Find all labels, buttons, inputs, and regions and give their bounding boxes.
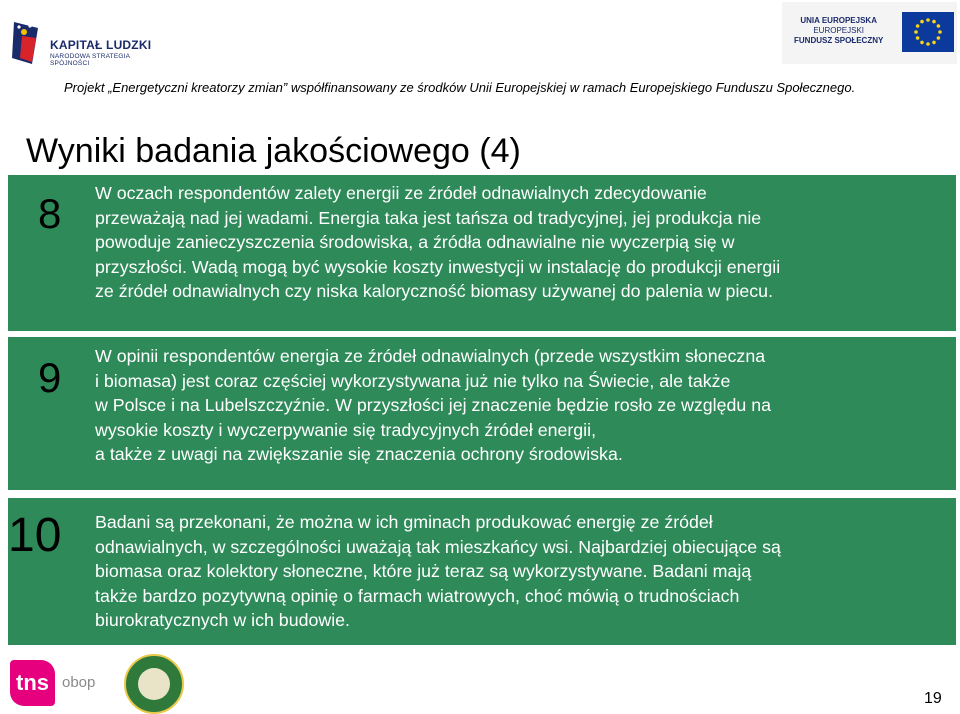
tns-logo-text: tns [16, 670, 49, 695]
page-number: 19 [924, 690, 942, 707]
eu-text-line-2: EUROPEJSKI [813, 26, 865, 35]
finding-text-line: odnawialnych, w szczególności uważają tak mieszkańcy wsi. Najbardziej obiecujące są [95, 536, 781, 557]
kapital-ludzki-emblem-icon [10, 18, 42, 66]
finding-text-line: Badani są przekonani, że można w ich gminach produkować energię ze źródeł [95, 512, 713, 532]
finding-text-line: W opinii respondentów energia ze źródeł odnawialnych (przede wszystkim słoneczna [95, 346, 766, 366]
finding-text-line: także bardzo pozytywną opinię o farmach wiatrowych, choć mówią o trudnościach [95, 585, 740, 606]
eu-logo-text [794, 16, 883, 46]
finding-number: 10 [8, 509, 62, 562]
finding-text-line: przeważają nad jej wadami. Energia taka jest tańsza od tradycyjnej, jej produkcja nie [95, 207, 762, 228]
finding-text [95, 344, 945, 467]
finding-text-line: ze źródeł odnawialnych czy niska kaloryczność biomasy używanej do palenia w piecu. [95, 281, 774, 301]
finding-number: 9 [38, 354, 62, 401]
finding-number: 8 [38, 190, 62, 237]
finding-text-line: a także z uwagi na zwiększanie się znaczenia ochrony środowiska. [95, 444, 623, 464]
eu-flag-icon [902, 12, 954, 52]
finding-text-line: biurokratycznych w ich budowie. [95, 610, 350, 630]
kapital-ludzki-title: KAPITAŁ LUDZKI [50, 38, 152, 52]
eu-logo [782, 2, 957, 64]
kapital-ludzki-subtitle: NARODOWA STRATEGIA SPÓJNOŚCI [50, 53, 130, 67]
seal-logo-icon [124, 654, 184, 714]
project-funding-line: Projekt „Energetyczni kreatorzy zmian” współfinansowany ze środków Unii Europejskiej w ramach Europejskiego Funduszu Społecznego. [64, 80, 856, 95]
slide-title: Wyniki badania jakościowego (4) [26, 132, 521, 170]
finding-text-line: wysokie koszty i wyczerpywanie się tradycyjnych źródeł energii, [95, 419, 597, 440]
eu-text-line-1: UNIA EUROPEJSKA [800, 16, 877, 25]
finding-text-line: przyszłości. Wadą mogą być wysokie koszty inwestycji w instalację do produkcji energii [95, 256, 781, 277]
eu-text-line-3: FUNDUSZ SPOŁECZNY [794, 36, 884, 45]
finding-text [95, 181, 945, 304]
seal-inner-icon [138, 668, 170, 700]
finding-text [95, 510, 945, 633]
finding-text-line: w Polsce i na Lubelszczyźnie. W przyszłości jej znaczenie będzie rosło ze względu na [95, 395, 772, 415]
finding-text-line: powoduje zanieczyszczenia środowiska, a źródła odnawialne nie wyczerpią się w [95, 232, 735, 252]
finding-text-line: i biomasa) jest coraz częściej wykorzystywana już nie tylko na Świecie, ale także [95, 370, 731, 391]
finding-text-line: W oczach respondentów zalety energii ze źródeł odnawialnych zdecydowanie [95, 183, 707, 203]
tns-obop-logo [10, 660, 100, 706]
obop-logo-text: obop [62, 674, 96, 691]
kapital-ludzki-logo [10, 18, 170, 74]
finding-text-line: biomasa oraz kolektory słoneczne, które już teraz są wykorzystywane. Badani mają [95, 561, 752, 581]
